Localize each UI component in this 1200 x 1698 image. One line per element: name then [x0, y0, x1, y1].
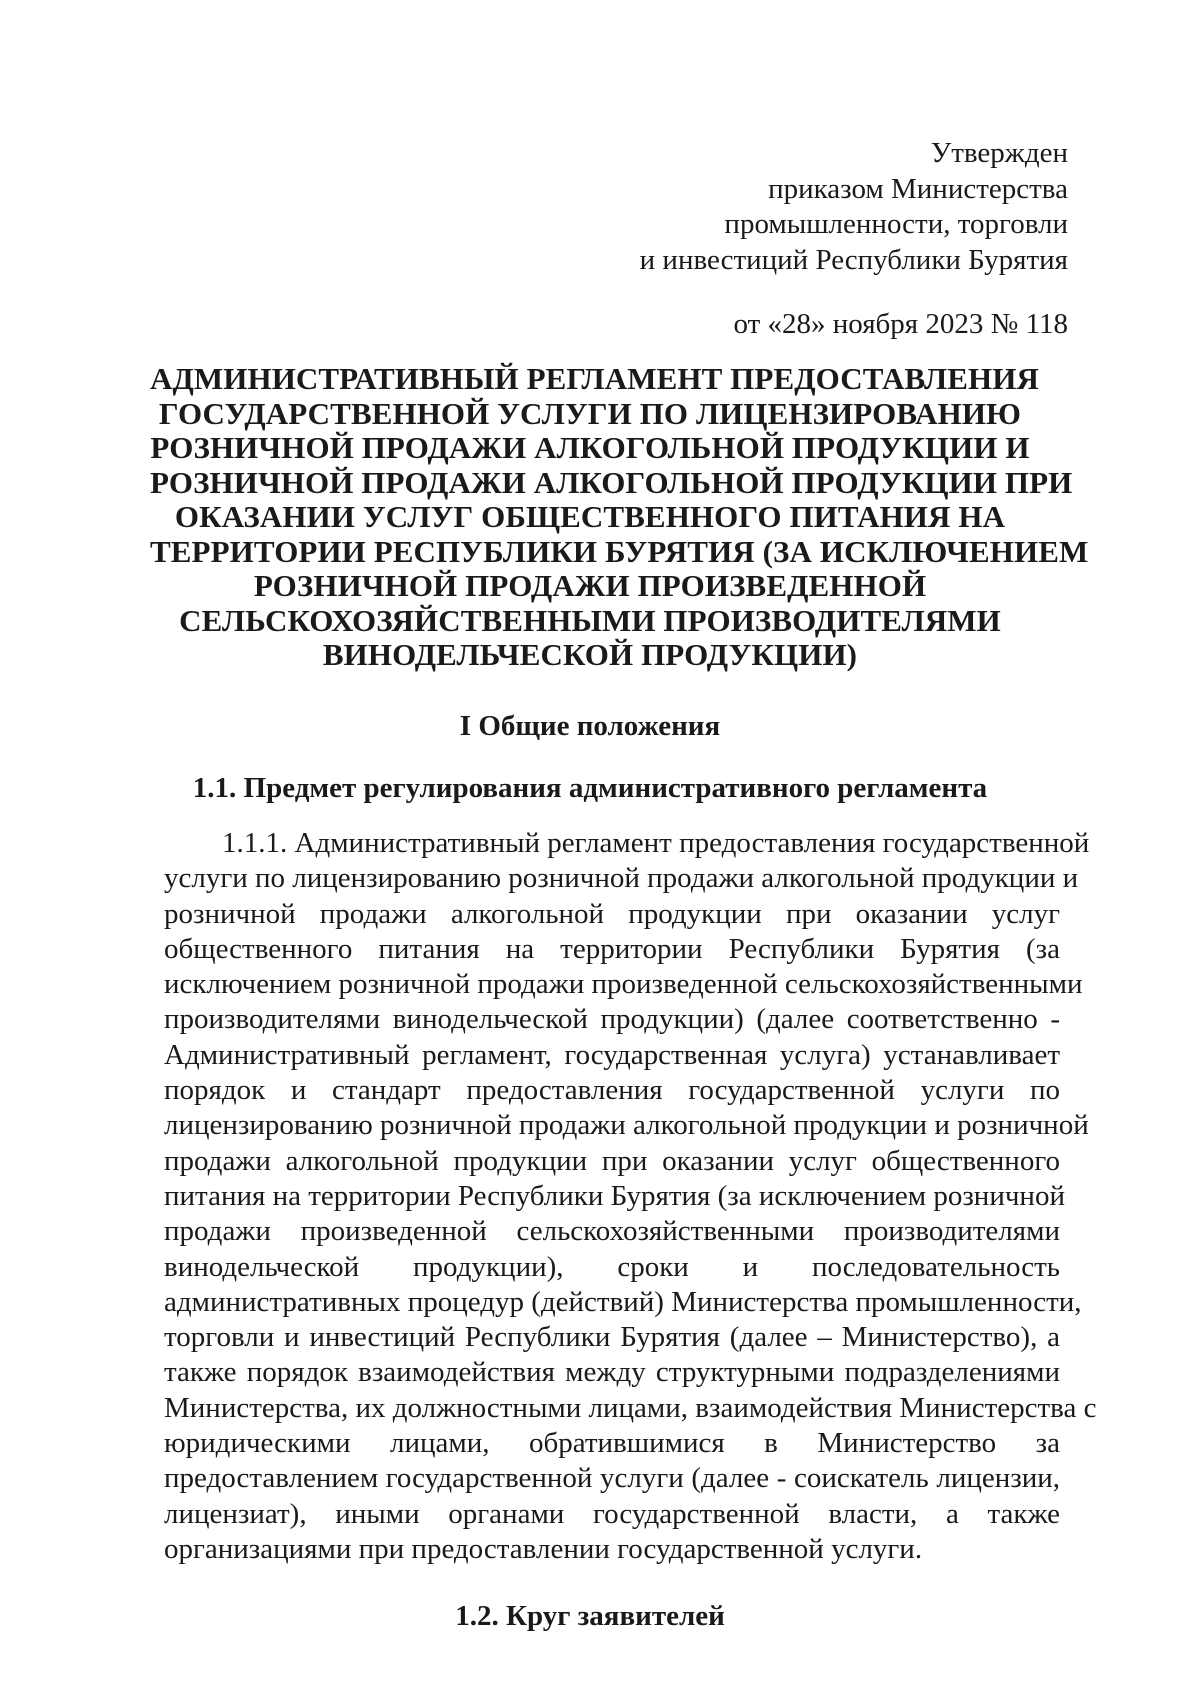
paragraph-line: торговли и инвестиций Республики Бурятия (далее – Министерство), а [164, 1321, 1060, 1354]
paragraph-line: Административный регламент, государственная услуга) устанавливает [164, 1038, 1060, 1071]
title-line: ТЕРРИТОРИИ РЕСПУБЛИКИ БУРЯТИЯ (ЗА ИСКЛЮЧЕНИЕМ [150, 533, 1089, 569]
section-heading-general: I Общие положения [459, 710, 721, 742]
title-line: РОЗНИЧНОЙ ПРОДАЖИ ПРОИЗВЕДЕННОЙ [253, 568, 927, 603]
paragraph-line: порядок и стандарт предоставления государственной услуги по [164, 1074, 1060, 1107]
title-line: РОЗНИЧНОЙ ПРОДАЖИ АЛКОГОЛЬНОЙ ПРОДУКЦИИ ПРИ [150, 464, 1073, 500]
order-date-number: от «28» ноября 2023 № 118 [733, 308, 1068, 340]
approval-line: и инвестиций Республики Бурятия [639, 243, 1068, 276]
paragraph-line: производителями винодельческой продукции) (далее соответственно - [164, 1003, 1060, 1036]
paragraph-line: также порядок взаимодействия между структурными подразделениями [164, 1356, 1060, 1389]
paragraph-line: организациями при предоставлении государственной услуги. [164, 1532, 923, 1565]
title-line: РОЗНИЧНОЙ ПРОДАЖИ АЛКОГОЛЬНОЙ ПРОДУКЦИИ И [150, 430, 1030, 465]
title-line: ОКАЗАНИИ УСЛУГ ОБЩЕСТВЕННОГО ПИТАНИЯ НА [174, 499, 1006, 534]
paragraph-line: предоставлением государственной услуги (далее - соискатель лицензии, [164, 1462, 1060, 1495]
title-line: ГОСУДАРСТВЕННОЙ УСЛУГИ ПО ЛИЦЕНЗИРОВАНИЮ [158, 395, 1022, 431]
document-title [150, 361, 1089, 673]
paragraph-line: продажи алкогольной продукции при оказании услуг общественного [164, 1144, 1060, 1177]
subsection-heading-subject: 1.1. Предмет регулирования административного регламента [192, 772, 988, 804]
paragraph-line: лицензиат), иными органами государственной власти, а также [164, 1497, 1060, 1530]
paragraph-line: общественного питания на территории Республики Бурятия (за [164, 932, 1060, 965]
paragraph-line: исключением розничной продажи произведенной сельскохозяйственными [164, 968, 1083, 1001]
paragraph-line: розничной продажи алкогольной продукции при оказании услуг [164, 897, 1060, 930]
paragraph-line: юридическими лицами, обратившимися в Министерство за [164, 1427, 1060, 1460]
approval-line: Утвержден [930, 137, 1068, 169]
paragraph-line: услуги по лицензированию розничной продажи алкогольной продукции и [164, 862, 1079, 895]
paragraph-line: Министерства, их должностными лицами, взаимодействия Министерства с [164, 1391, 1097, 1424]
paragraph-1-1-1 [164, 826, 1097, 1567]
title-line: ВИНОДЕЛЬЧЕСКОЙ ПРОДУКЦИИ) [322, 637, 858, 672]
title-line: СЕЛЬСКОХОЗЯЙСТВЕННЫМИ ПРОИЗВОДИТЕЛЯМИ [179, 602, 1001, 638]
paragraph-line: административных процедур (действий) Министерства промышленности, [164, 1285, 1082, 1318]
approval-block [640, 136, 1068, 278]
approval-line: приказом Министерства [768, 172, 1068, 205]
subsection-heading-applicants: 1.2. Круг заявителей [455, 1600, 725, 1632]
approval-line: промышленности, торговли [724, 208, 1068, 240]
paragraph-line: продажи произведенной сельскохозяйственными производителями [164, 1215, 1060, 1248]
paragraph-line: 1.1.1. Административный регламент предоставления государственной [222, 827, 1090, 859]
paragraph-line: питания на территории Республики Бурятия (за исключением розничной [164, 1179, 1065, 1212]
paragraph-line: винодельческой продукции), сроки и последовательность [164, 1250, 1060, 1283]
paragraph-line: лицензированию розничной продажи алкогольной продукции и розничной [164, 1109, 1089, 1142]
title-line: АДМИНИСТРАТИВНЫЙ РЕГЛАМЕНТ ПРЕДОСТАВЛЕНИЯ [150, 361, 1039, 396]
